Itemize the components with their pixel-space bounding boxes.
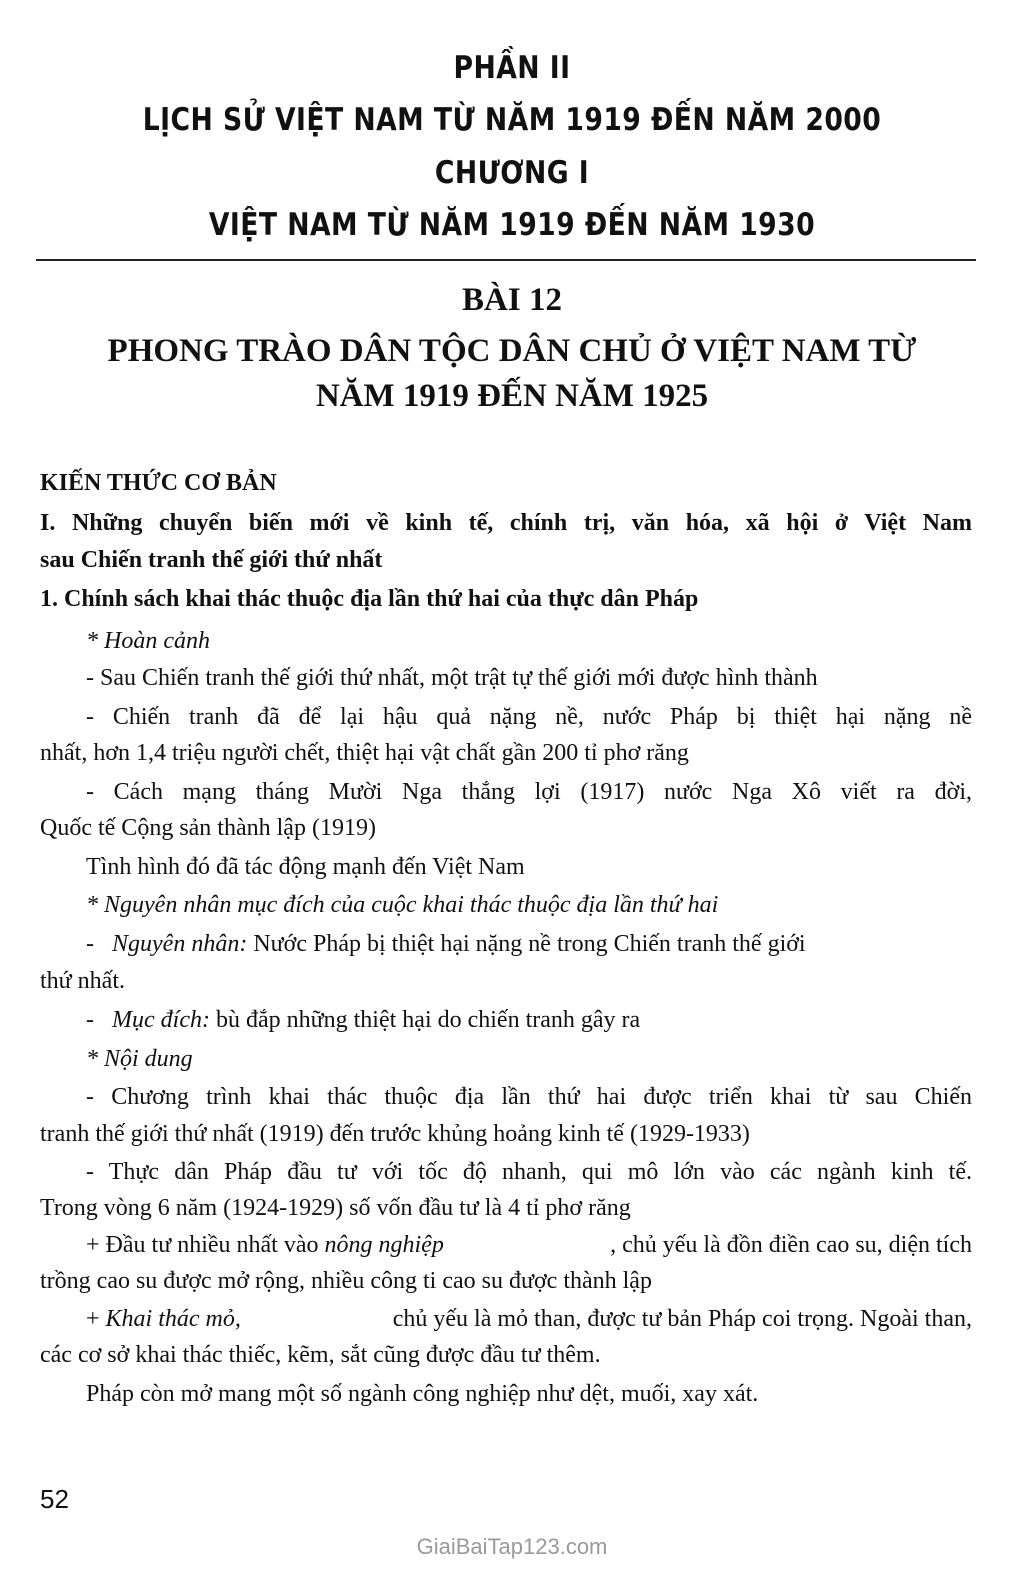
paragraph-5-line1: - Nguyên nhân: Nước Pháp bị thiệt hại nặng nề trong Chiến tranh thế giới [86,931,806,957]
paragraph-4: Tình hình đó đã tác động mạnh đến Việt Nam [86,854,525,880]
paragraph-6: - Mục đích: bù đắp những thiệt hại do chiến tranh gây ra [86,1007,641,1033]
subheading-noi-dung: * Nội dung [86,1046,193,1072]
paragraph-9-pre: + Đầu tư nhiều nhất vào [86,1232,325,1258]
heading-i-line2: sau Chiến tranh thế giới thứ nhất [40,547,383,573]
header-divider [36,259,976,261]
paragraph-2-line1: - Chiến tranh đã để lại hậu quả nặng nề, nước Pháp bị thiệt hại nặng nề [86,704,972,730]
paragraph-8-line1: - Thực dân Pháp đầu tư với tốc độ nhanh, qui mô lớn vào các ngành kinh tế. [86,1159,972,1185]
lesson-title-line2: NĂM 1919 ĐẾN NĂM 1925 [315,378,709,414]
paragraph-6-text: bù đắp những thiệt hại do chiến tranh gây ra [209,1007,641,1033]
page-number: 52 [40,1484,69,1514]
paragraph-5-text: Nước Pháp bị thiệt hại nặng nề trong Chiến tranh thế giới [247,931,806,957]
paragraph-9-em: nông nghiệp [324,1232,444,1258]
part-label: PHẦN II [453,50,571,86]
paragraph-10-pre: + [86,1306,106,1332]
paragraph-5-line2: thứ nhất. [40,968,125,994]
paragraph-1: - Sau Chiến tranh thế giới thứ nhất, một trật tự thế giới mới được hình thành [86,665,818,691]
paragraph-11: Pháp còn mở mang một số ngành công nghiệp như dệt, muối, xay xát. [86,1381,759,1407]
heading-1: 1. Chính sách khai thác thuộc địa lần thứ hai của thực dân Pháp [40,586,699,612]
paragraph-10-em: Khai thác mỏ, [105,1306,241,1332]
paragraph-7-line1: - Chương trình khai thác thuộc địa lần thứ hai được triển khai từ sau Chiến [86,1084,972,1110]
paragraph-9-line2: trồng cao su được mở rộng, nhiều công ti cao su được thành lập [40,1268,652,1294]
paragraph-7-line2: tranh thế giới thứ nhất (1919) đến trước khủng hoảng kinh tế (1929-1933) [40,1121,750,1147]
paragraph-2-line2: nhất, hơn 1,4 triệu người chết, thiệt hại vật chất gần 200 tỉ phơ răng [40,740,689,766]
watermark: GiaiBaiTap123.com [416,1534,608,1559]
subheading-hoan-canh: * Hoàn cảnh [86,628,210,654]
heading-i-line1: I. Những chuyển biến mới về kinh tế, chính trị, văn hóa, xã hội ở Việt Nam [40,510,972,536]
paragraph-10-line1 [86,1304,972,1334]
lesson-number: BÀI 12 [462,282,562,318]
paragraph-9-line1 [86,1230,972,1260]
section-heading: KIẾN THỨC CƠ BẢN [40,470,277,496]
chapter-title: VIỆT NAM TỪ NĂM 1919 ĐẾN NĂM 1930 [208,207,816,243]
paragraph-10-line2: các cơ sở khai thác thiếc, kẽm, sắt cũng được đầu tư thêm. [40,1342,601,1368]
paragraph-9-post: , chủ yếu là đồn điền cao su, diện tích [610,1232,972,1258]
label-nguyen-nhan: Nguyên nhân: [112,931,248,957]
chapter-label: CHƯƠNG I [434,155,590,191]
subheading-nguyen-nhan: * Nguyên nhân mục đích của cuộc khai thác thuộc địa lần thứ hai [86,892,719,918]
paragraph-10-post: chủ yếu là mỏ than, được tư bản Pháp coi trọng. Ngoài than, [392,1306,972,1332]
label-muc-dich: Mục đích: [112,1007,210,1033]
part-title: LỊCH SỬ VIỆT NAM TỪ NĂM 1919 ĐẾN NĂM 2000 [142,102,882,138]
lesson-title-line1: PHONG TRÀO DÂN TỘC DÂN CHỦ Ở VIỆT NAM TỪ [107,333,917,369]
paragraph-3-line2: Quốc tế Cộng sản thành lập (1919) [40,815,376,841]
paragraph-3-line1: - Cách mạng tháng Mười Nga thắng lợi (1917) nước Nga Xô viết ra đời, [86,779,972,805]
paragraph-8-line2: Trong vòng 6 năm (1924-1929) số vốn đầu tư là 4 tỉ phơ răng [40,1195,631,1221]
